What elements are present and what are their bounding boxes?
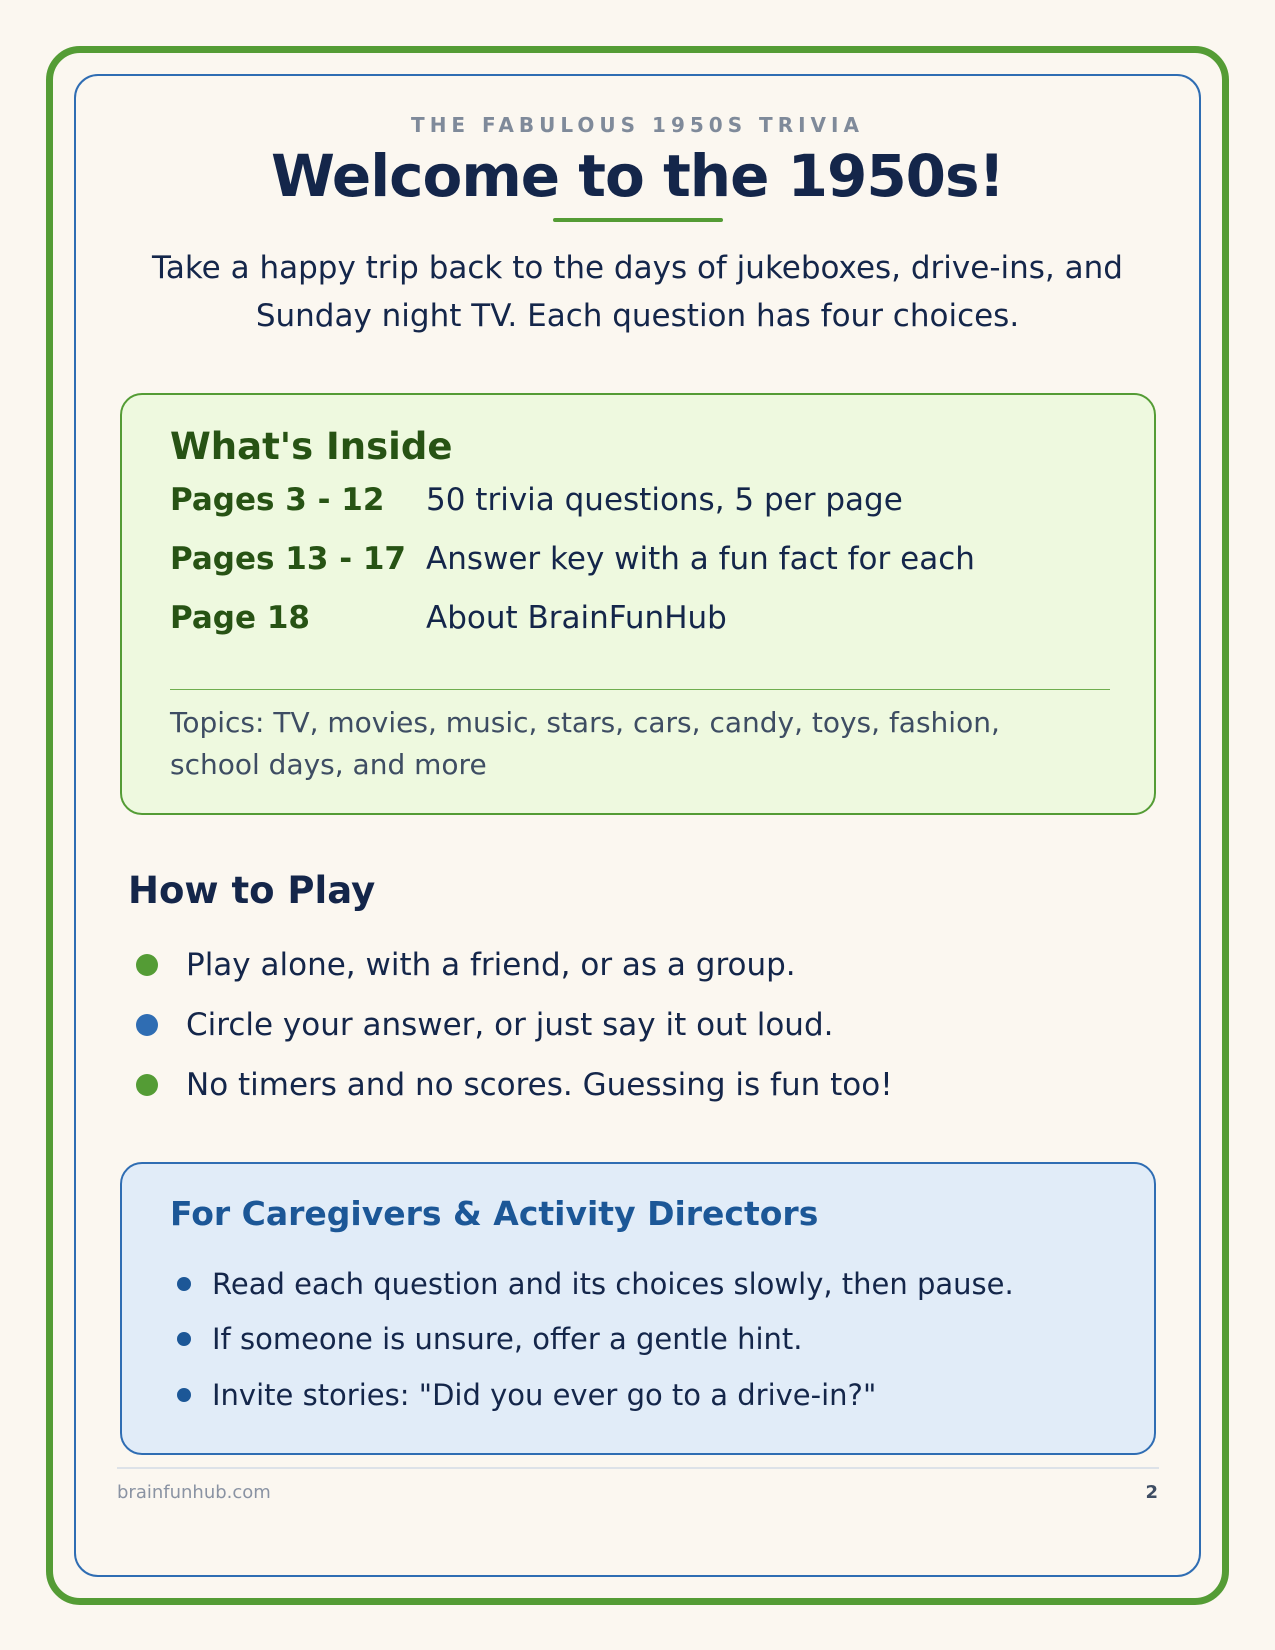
footer-website: brainfunhub.com [117,1482,271,1503]
bullet-dot-icon [177,1388,191,1402]
caregivers-heading: For Caregivers & Activity Directors [170,1194,819,1233]
title-underline [553,218,723,222]
contents-description: 50 trivia questions, 5 per page [426,482,903,518]
contents-description: Answer key with a fun fact for each [426,541,975,577]
bullet-dot-icon [136,1074,158,1096]
contents-pages: Page 18 [170,600,310,636]
caregiver-tip-text: Read each question and its choices slowly, then pause. [212,1267,1014,1301]
page-title: Welcome to the 1950s! [270,142,1005,210]
caregiver-tip-text: If someone is unsure, offer a gentle hint. [212,1322,803,1356]
bullet-dot-icon [136,1014,158,1036]
whats-inside-heading: What's Inside [170,425,453,468]
bullet-dot-icon [136,954,158,976]
contents-pages: Pages 3 - 12 [170,482,385,518]
how-to-play-heading: How to Play [128,869,376,912]
contents-divider [170,689,1110,690]
footer-divider [117,1467,1159,1469]
bullet-dot-icon [177,1277,191,1291]
bullet-dot-icon [177,1332,191,1346]
topics-text: Topics: TV, movies, music, stars, cars, candy, toys, fashion, school days, and more [170,706,1000,781]
caregivers-panel [120,1162,1156,1455]
intro-paragraph: Take a happy trip back to the days of jukeboxes, drive-ins, and Sunday night TV. Each question has four choices. [152,250,1123,334]
page-number: 2 [1145,1482,1158,1503]
series-eyebrow: THE FABULOUS 1950S TRIVIA [411,113,864,137]
caregiver-tip-text: Invite stories: "Did you ever go to a drive-in?" [212,1378,877,1412]
play-rule-text: Circle your answer, or just say it out loud. [186,1007,834,1043]
play-rule-text: Play alone, with a friend, or as a group. [186,947,796,983]
contents-description: About BrainFunHub [426,600,727,636]
play-rule-text: No timers and no scores. Guessing is fun too! [186,1067,893,1103]
contents-pages: Pages 13 - 17 [170,541,406,577]
whats-inside-panel [120,393,1156,815]
